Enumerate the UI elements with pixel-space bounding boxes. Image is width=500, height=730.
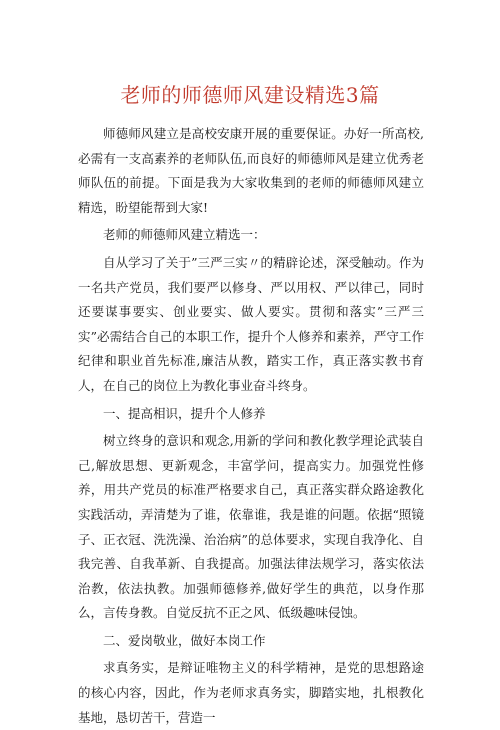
document-title: 老师的师德师风建设精选3篇 <box>120 83 380 107</box>
section-one-title: 老师的师德师风建立精选一： <box>103 227 266 243</box>
section-one-paragraph: 自从学习了关于”三严三实〃的精辟论述，深受触动。作为一名共产党员，我们要严以修身、严以用权、严以律己，同时还要谋事要实、创业要实、做人要实。贯彻和落实”三严三实”必需结合自己的本职工作，提升个人修养和素养，严守工作纪律和职业首先标准,廉洁从教，踏实工作，真正落实教书育人，在自己的岗位上为教化事业奋斗终身。 <box>78 254 424 393</box>
document-body <box>78 122 424 730</box>
intro-paragraph: 师德师风建立是高校安康开展的重要保证。办好一所高校,必需有一支高素养的老师队伍,而良好的师德师风是建立优秀老师队伍的前提。下面是我为大家收集到的老师的师德师风建立精选，盼望能帮到大家! <box>78 126 424 215</box>
heading-two: 二、爱岗敬业，做好本岗工作 <box>103 632 266 648</box>
paragraph-one: 树立终身的意识和观念,用新的学问和教化教学理论武装自己,解放思想、更新观念，丰富学问，提高实力。加强党性修养，用共产党员的标准严格要求自己，真正落实群众路途教化实践活动，弄清楚为了谁，依靠谁，我是谁的问题。依据“照镜子、正衣冠、洗洗澡、治治病”的总体要求，实现自我净化、自我完善、自我革新、自我提高。加强法律法规学习，落实依法治教，依法执教。加强师德修养,做好学生的典范，以身作那么，言传身教。自觉反抗不正之风、低级趣味侵蚀。 <box>78 433 424 621</box>
paragraph-two: 求真务实，是辩证唯物主义的科学精神，是党的思想路途的核心内容，因此，作为老师求真务实，脚踏实地，扎根教化基地，恳切苦干，营造一 <box>78 660 424 725</box>
heading-one: 一、提高相识，提升个人修养 <box>103 405 266 421</box>
